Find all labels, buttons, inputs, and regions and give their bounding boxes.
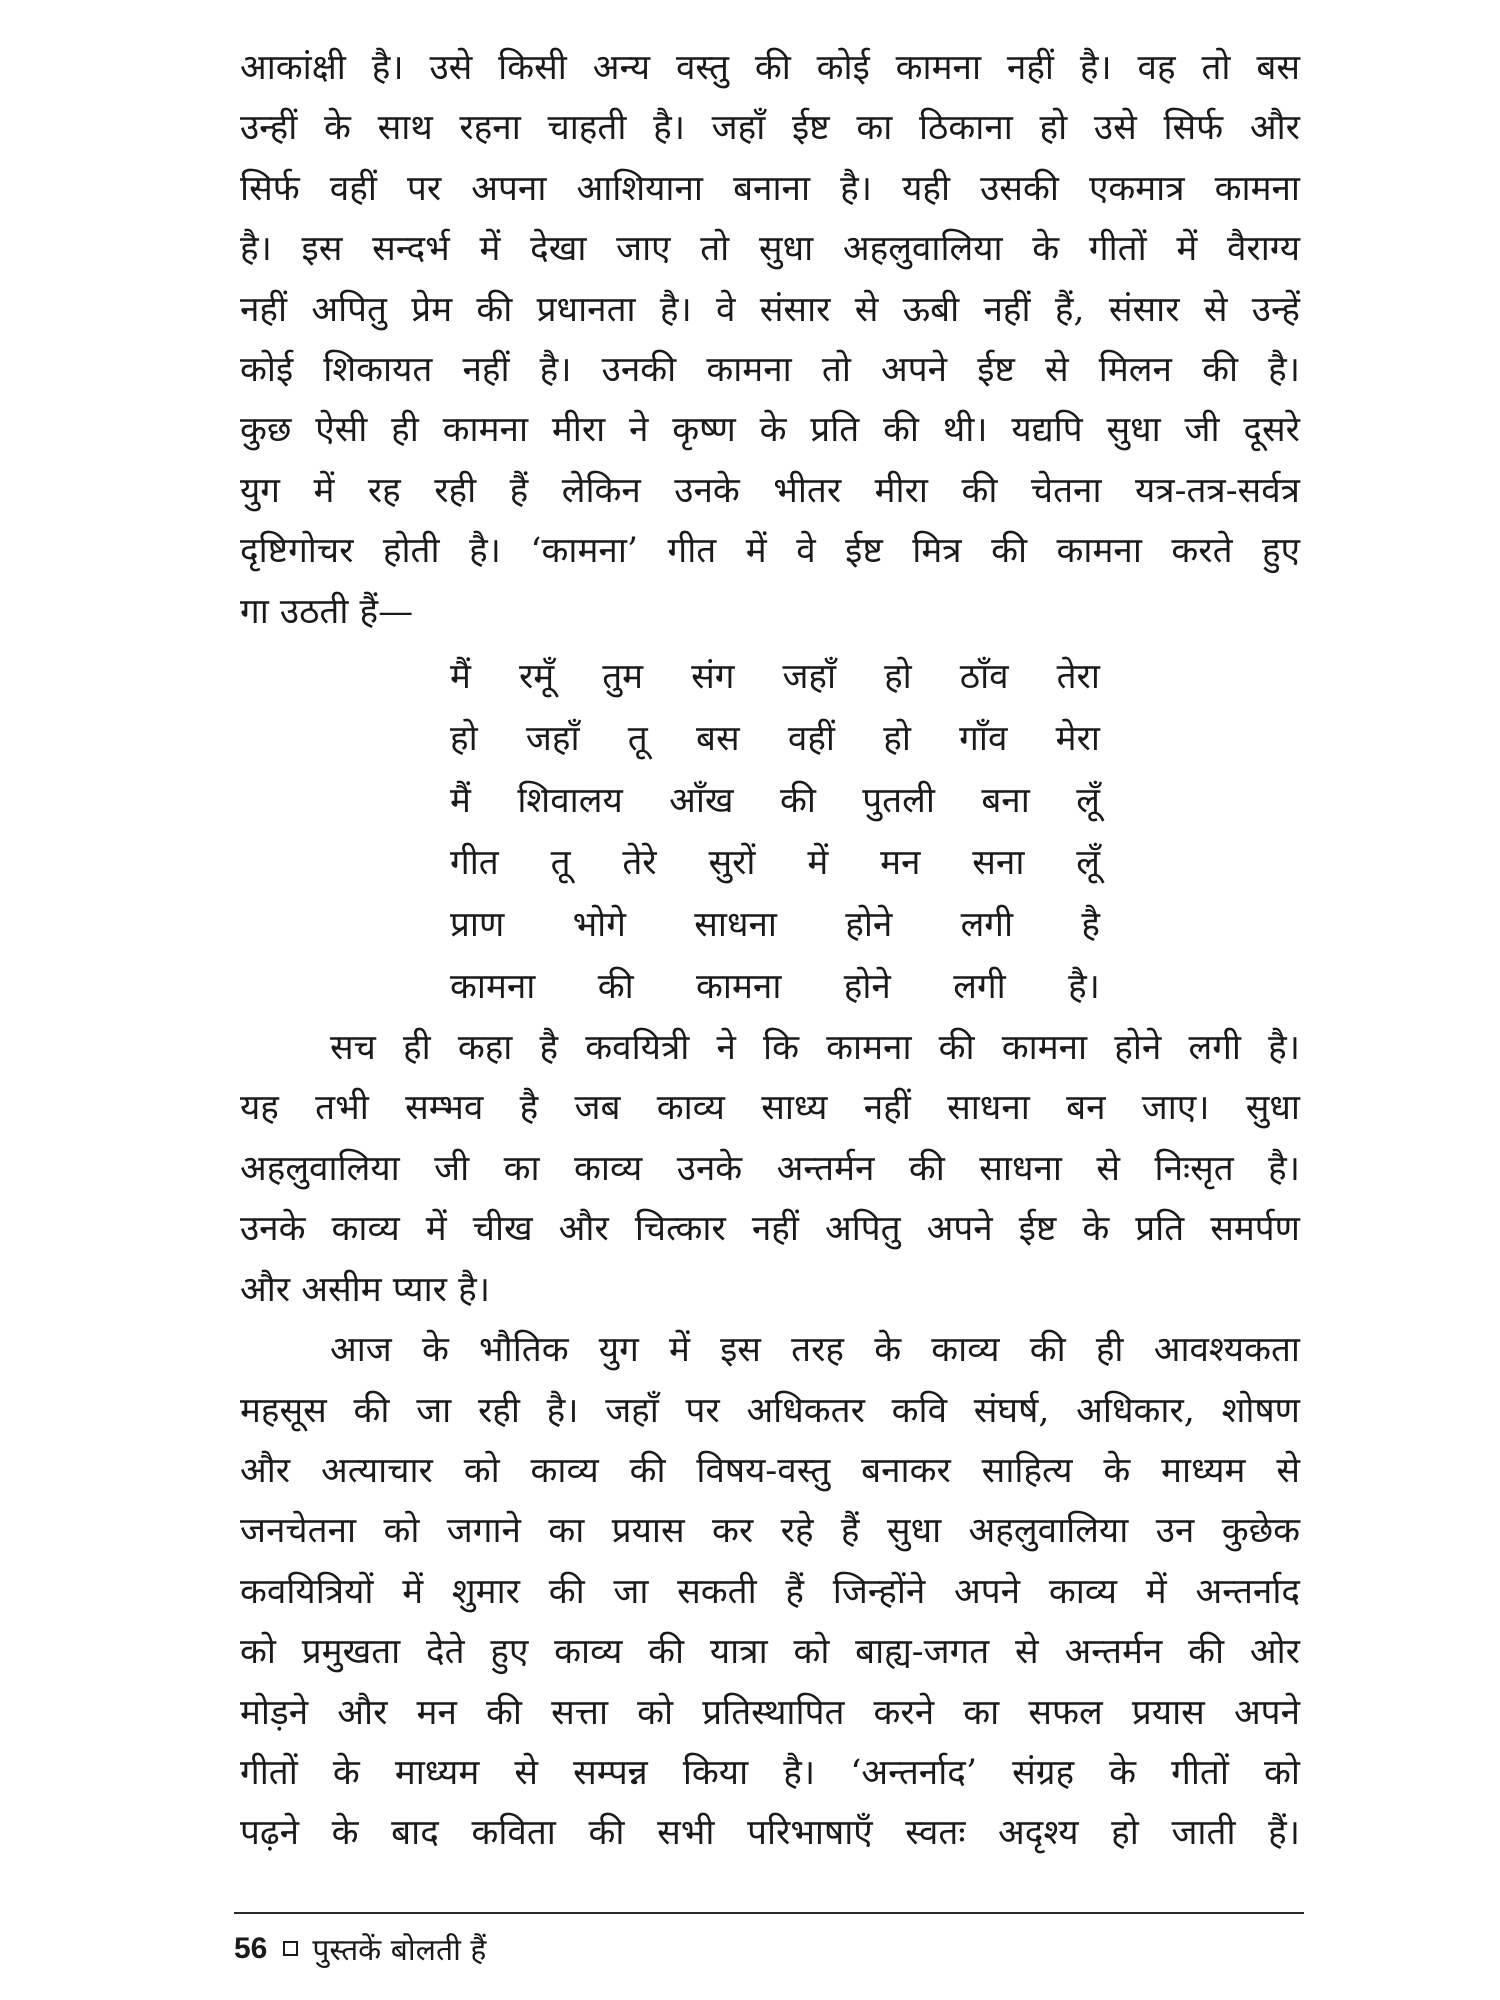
text-line: कवयित्रियों में शुमार की जा सकती हैं जिन्होंने अपने काव्य में अन्तर्नाद — [240, 1571, 1300, 1612]
box-icon — [283, 1941, 298, 1956]
verse-line-1 — [450, 646, 1100, 708]
text-line: गा उठती हैं— — [240, 591, 414, 632]
verse-word: साधना — [694, 905, 777, 946]
verse-word: जहाँ — [782, 657, 837, 698]
verse-word: शिवालय — [517, 781, 623, 822]
verse-word: संग — [691, 657, 735, 698]
footer-divider — [234, 1912, 1304, 1914]
text-line: कुछ ऐसी ही कामना मीरा ने कृष्ण के प्रति की थी। यद्यपि सुधा जी दूसरे — [240, 410, 1300, 451]
paragraph-1 — [240, 38, 1300, 642]
verse-word: लूँ — [1076, 843, 1100, 884]
verse-word: गाँव — [959, 719, 1008, 760]
verse-word: की — [779, 781, 816, 822]
text-line: सच ही कहा है कवयित्री ने कि कामना की कामना होने लगी है। — [330, 1028, 1300, 1069]
text-line: यह तभी सम्भव है जब काव्य साध्य नहीं साधना बन जाए। सुधा — [240, 1088, 1300, 1129]
verse-line-4 — [450, 832, 1100, 894]
verse-word: होने — [843, 967, 891, 1008]
text-line: आकांक्षी है। उसे किसी अन्य वस्तु की कोई कामना नहीं है। वह तो बस — [240, 48, 1301, 88]
verse-word: में — [807, 843, 829, 884]
text-line: महसूस की जा रही है। जहाँ पर अधिकतर कवि संघर्ष, अधिकार, शोषण — [240, 1390, 1300, 1431]
verse-word: सना — [972, 843, 1025, 884]
verse-word: मैं — [450, 657, 471, 698]
verse-word: मेरा — [1055, 719, 1100, 760]
verse-line-2 — [450, 708, 1100, 770]
verse-word: कामना — [450, 967, 536, 1008]
verse-word: कामना — [696, 967, 782, 1008]
text-line: गीतों के माध्यम से सम्पन्न किया है। ‘अन्तर्नाद’ संग्रह के गीतों को — [240, 1752, 1300, 1793]
page-body — [240, 38, 1300, 1864]
text-line: और असीम प्यार है। — [240, 1269, 490, 1310]
text-line: पढ़ने के बाद कविता की सभी परिभाषाएँ स्वतः अदृश्य हो जाती हैं। — [240, 1813, 1300, 1854]
verse-word: होने — [845, 905, 893, 946]
verse-line-5 — [450, 894, 1100, 956]
text-line: युग में रह रही हैं लेकिन उनके भीतर मीरा की चेतना यत्र-तत्र-सर्वत्र — [240, 470, 1300, 511]
text-line: कोई शिकायत नहीं है। उनकी कामना तो अपने ईष्ट से मिलन की है। — [240, 350, 1300, 391]
text-line: उन्हीं के साथ रहना चाहती है। जहाँ ईष्ट का ठिकाना हो उसे सिर्फ और — [240, 108, 1300, 149]
book-title: पुस्तकें बोलती हैं — [312, 1933, 487, 1968]
verse-word: ठाँव — [959, 657, 1009, 698]
paragraph-2 — [240, 1018, 1300, 1320]
page-number: 56 — [234, 1931, 268, 1965]
verse-word: तेरा — [1056, 657, 1100, 698]
verse-word: तू — [550, 843, 571, 884]
verse-word: गीत — [450, 843, 499, 884]
text-line: नहीं अपितु प्रेम की प्रधानता है। वे संसार से ऊबी नहीं हैं, संसार से उन्हें — [240, 289, 1300, 330]
verse-word: आँख — [669, 781, 734, 822]
verse-word: मन — [880, 843, 921, 884]
text-line: और अत्याचार को काव्य की विषय-वस्तु बनाकर साहित्य के माध्यम से — [240, 1450, 1300, 1491]
verse-word: तुम — [602, 657, 644, 698]
verse-word: मैं — [450, 781, 471, 822]
verse-word: है। — [1068, 967, 1100, 1008]
text-line: सिर्फ वहीं पर अपना आशियाना बनाना है। यही उसकी एकमात्र कामना — [240, 168, 1300, 209]
verse-word: प्राण — [450, 905, 505, 946]
text-line: है। इस सन्दर्भ में देखा जाए तो सुधा अहलुवालिया के गीतों में वैराग्य — [240, 229, 1300, 270]
verse-word: हो — [883, 719, 911, 760]
verse-word: है — [1081, 905, 1100, 946]
verse-word: हो — [884, 657, 912, 698]
text-line: उनके काव्य में चीख और चित्कार नहीं अपितु अपने ईष्ट के प्रति समर्पण — [240, 1209, 1300, 1250]
verse-word: बस — [695, 719, 740, 760]
text-line: आज के भौतिक युग में इस तरह के काव्य की ही आवश्यकता — [330, 1330, 1300, 1371]
verse-line-6 — [450, 956, 1100, 1018]
text-line: मोड़ने और मन की सत्ता को प्रतिस्थापित करने का सफल प्रयास अपने — [240, 1692, 1300, 1733]
text-line: को प्रमुखता देते हुए काव्य की यात्रा को बाह्य-जगत से अन्तर्मन की ओर — [240, 1632, 1300, 1673]
paragraph-3 — [240, 1320, 1300, 1864]
poem-verse — [450, 646, 1100, 1018]
verse-word: पुतली — [862, 781, 935, 822]
text-line: जनचेतना को जगाने का प्रयास कर रहे हैं सुधा अहलुवालिया उन कुछेक — [240, 1511, 1300, 1552]
verse-word: हो — [450, 719, 478, 760]
verse-word: जहाँ — [525, 719, 580, 760]
verse-word: लगी — [960, 905, 1014, 946]
verse-word: तू — [627, 719, 648, 760]
text-line: अहलुवालिया जी का काव्य उनके अन्तर्मन की साधना से निःसृत है। — [240, 1148, 1300, 1189]
page-footer — [234, 1928, 486, 1969]
verse-word: भोगे — [572, 905, 626, 946]
verse-word: सुरों — [708, 843, 756, 884]
verse-word: रमूँ — [518, 657, 555, 698]
verse-word: तेरे — [622, 843, 657, 884]
text-line: दृष्टिगोचर होती है। ‘कामना’ गीत में वे ईष्ट मित्र की कामना करते हुए — [240, 531, 1300, 572]
verse-line-3 — [450, 770, 1100, 832]
verse-word: लूँ — [1076, 781, 1100, 822]
verse-word: लगी — [953, 967, 1006, 1008]
verse-word: की — [597, 967, 634, 1008]
verse-word: वहीं — [787, 719, 836, 760]
verse-word: बना — [981, 781, 1030, 822]
